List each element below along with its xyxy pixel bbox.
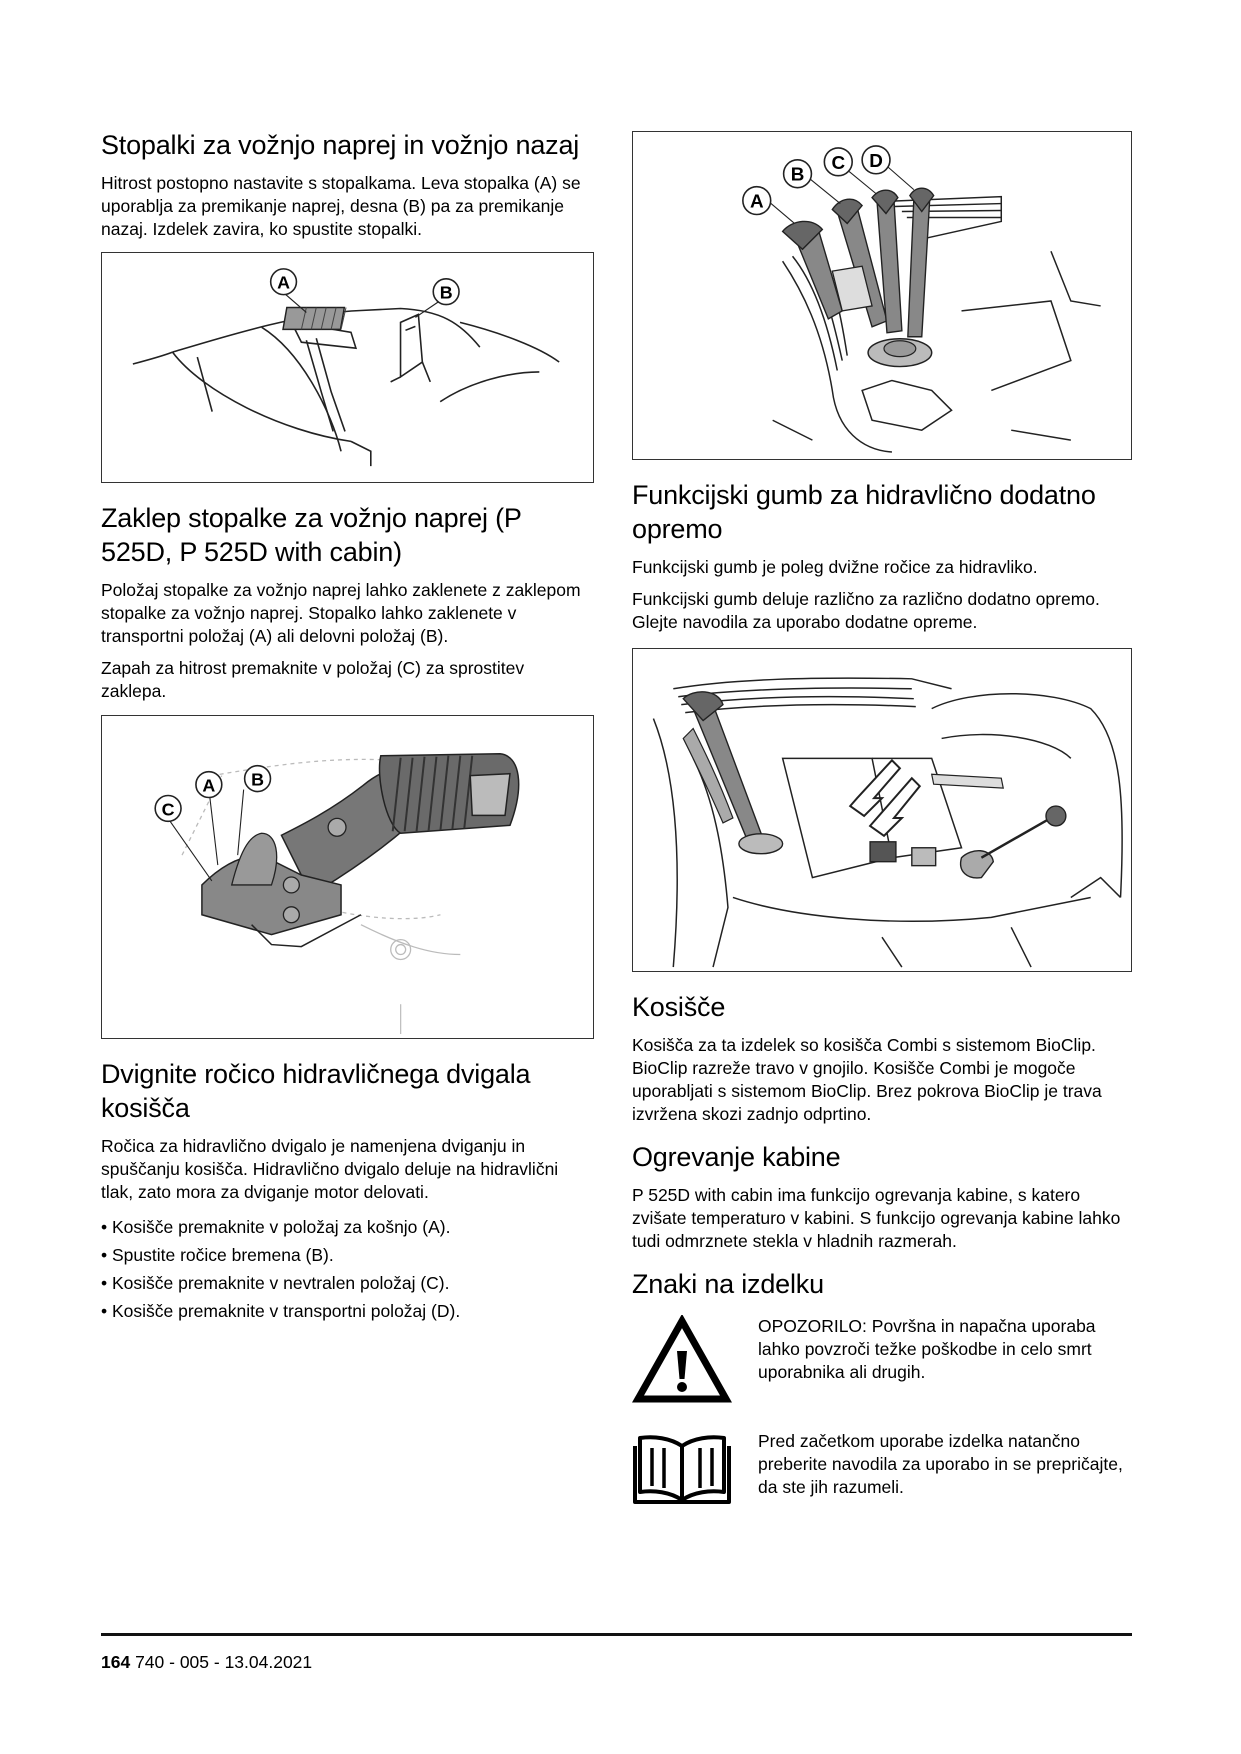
section-title-pedals: Stopalki za vožnjo naprej in vožnjo nazaj bbox=[101, 130, 580, 160]
list-item: • Spustite ročice bremena (B). bbox=[101, 1245, 334, 1265]
footer bbox=[101, 1652, 312, 1673]
manual-text: Pred začetkom uporabe izdelka natančno preberite navodila za uporabo in se prepričajte, da ste jih razumeli. bbox=[758, 1431, 1123, 1497]
function-button-illustration bbox=[632, 648, 1132, 972]
fig-label-a: A bbox=[202, 775, 216, 796]
list-item: • Kosišče premaknite v transportni položaj (D). bbox=[101, 1301, 461, 1321]
section-title-pedal-lock: Zaklep stopalke za vožnjo naprej (P 525D, P 525D with cabin) bbox=[101, 503, 522, 567]
fig-label-b: B bbox=[790, 164, 805, 186]
fig-label-c: C bbox=[831, 152, 846, 174]
fig-label-c: C bbox=[161, 799, 175, 820]
manual-symbol-row bbox=[632, 1430, 1132, 1511]
fig-label-b: B bbox=[439, 282, 453, 303]
fig-label-d: D bbox=[869, 150, 883, 172]
function-button-text-1: Funkcijski gumb je poleg dvižne ročice za hidravliko. bbox=[632, 557, 1038, 577]
pedal-lock-text-1: Položaj stopalke za vožnjo naprej lahko zaklenete z zaklepom stopalke za vožnjo naprej. Stopalko lahko zaklenete v transportni položaj (A) ali delovni položaj (B). bbox=[101, 580, 581, 646]
warning-triangle-icon bbox=[632, 1315, 732, 1410]
list-item: • Kosišče premaknite v položaj za košnjo (A). bbox=[101, 1217, 451, 1237]
section-title-mower-lift: Dvignite ročico hidravličnega dvigala kosišča bbox=[101, 1059, 531, 1123]
fig-label-a: A bbox=[749, 191, 764, 213]
pedal-lock-illustration bbox=[101, 715, 594, 1039]
lever-illustration bbox=[632, 131, 1132, 460]
cabin-heating-text: P 525D with cabin ima funkcijo ogrevanja kabine, s katero zvišate temperaturo v kabini. S funkcijo ogrevanja kabine lahko tudi odmrznete stekla v hladnih razmerah. bbox=[632, 1185, 1121, 1251]
warning-text: OPOZORILO: Površna in napačna uporaba lahko povzroči težke poškodbe in celo smrt uporabnika ali drugih. bbox=[758, 1316, 1096, 1382]
pedals-text: Hitrost postopno nastavite s stopalkama. Leva stopalka (A) se uporablja za premikanje naprej, desna (B) pa za premikanje nazaj. Izdelek zavira, ko spustite stopalki. bbox=[101, 173, 581, 239]
read-manual-icon bbox=[632, 1430, 732, 1511]
pedals-illustration bbox=[101, 252, 594, 483]
mower-lift-text: Ročica za hidravlično dvigalo je namenjena dviganju in spuščanju kosišča. Hidravlično dvigalo deluje na hidravlični tlak, zato mora za dviganje motor delovati. bbox=[101, 1136, 559, 1202]
mower-text: Kosišča za ta izdelek so kosišča Combi s sistemom BioClip. BioClip razreže travo v gnojilo. Kosišče Combi je mogoče uporabljati s sistemom BioClip. Brez pokrova BioClip je trava izvržena skozi zadnjo odprtino. bbox=[632, 1035, 1102, 1124]
section-title-symbols: Znaki na izdelku bbox=[632, 1269, 824, 1299]
left-column bbox=[101, 128, 594, 1328]
fig-label-b: B bbox=[251, 769, 265, 790]
document-reference: 740 - 005 - 13.04.2021 bbox=[130, 1652, 313, 1672]
fig-label-a: A bbox=[277, 272, 290, 293]
function-button-text-2: Funkcijski gumb deluje različno za različno dodatno opremo. Glejte navodila za uporabo dodatne opreme. bbox=[632, 589, 1100, 632]
warning-symbol-row bbox=[632, 1315, 1132, 1410]
footer-divider bbox=[101, 1633, 1132, 1636]
list-item: • Kosišče premaknite v nevtralen položaj (C). bbox=[101, 1273, 450, 1293]
page-number: 164 bbox=[101, 1652, 131, 1672]
section-title-cabin-heating: Ogrevanje kabine bbox=[632, 1142, 841, 1172]
right-column bbox=[632, 131, 1132, 1527]
mower-lift-steps bbox=[101, 1216, 594, 1323]
section-title-mower: Kosišče bbox=[632, 992, 726, 1022]
pedal-lock-text-2: Zapah za hitrost premaknite v položaj (C) za sprostitev zaklepa. bbox=[101, 658, 525, 701]
section-title-function-button: Funkcijski gumb za hidravlično dodatno opremo bbox=[632, 480, 1096, 544]
